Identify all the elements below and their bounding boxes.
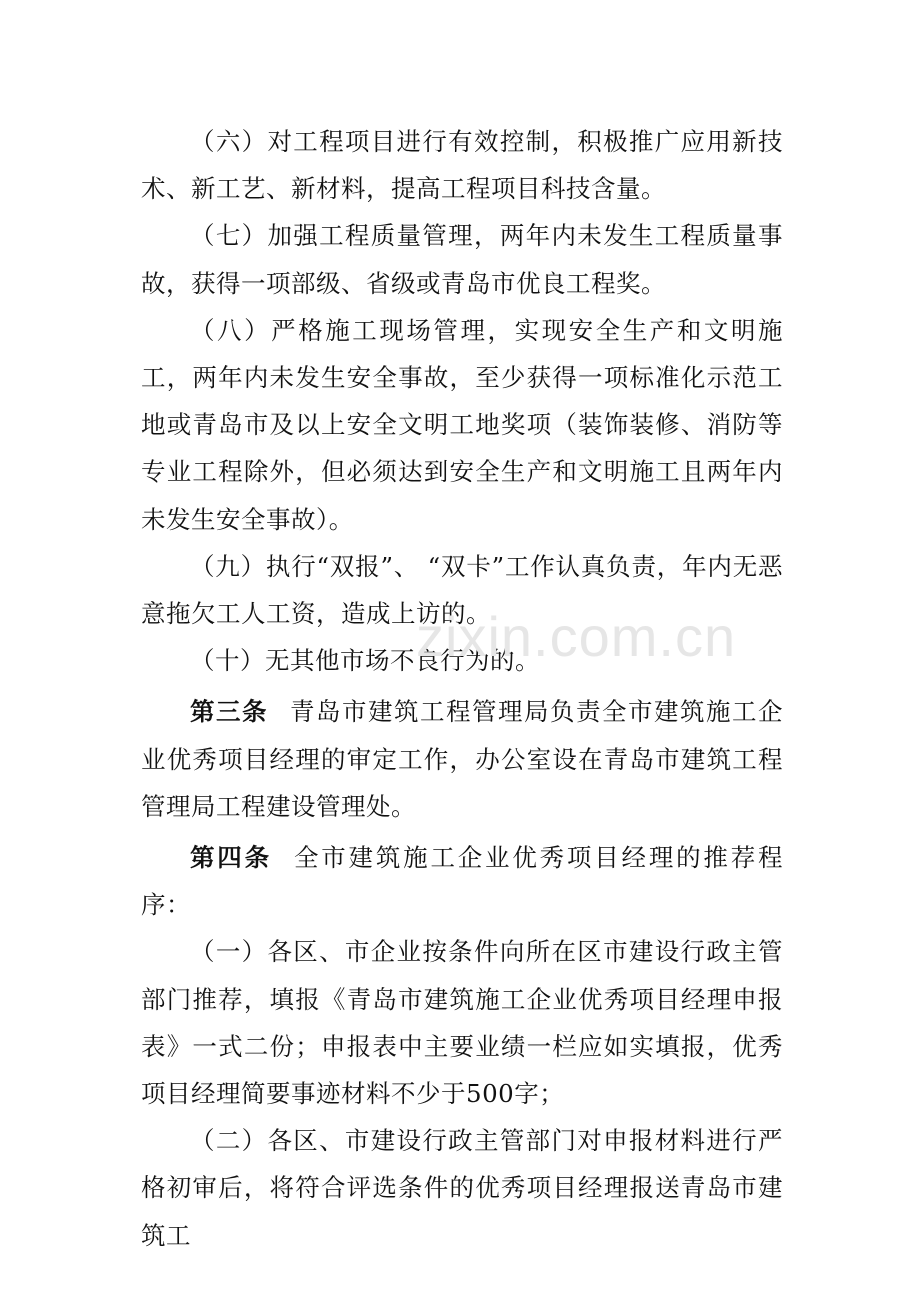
paragraph-item-10: （十）无其他市场不良行为的。 (190, 646, 540, 676)
paragraph-item-6: （六）对工程项目进行有效控制，积极推广应用新技术、新工艺、新材料，提高工程项目科技含量。 (141, 127, 783, 204)
paragraph-item-8: （八）严格施工现场管理，实现安全生产和文明施工，两年内未发生安全事故，至少获得一项标准化示范工地或青岛市及以上安全文明工地奖项（装饰装修、消防等专业工程除外，但必须达到安全生产和文明施工且两年内未发生安全事故）。 (141, 315, 783, 534)
article-text: 全市建筑施工企业优秀项目经理的推荐程序： (141, 843, 784, 920)
paragraph-item-7: （七）加强工程质量管理，两年内未发生工程质量事故，获得一项部级、省级或青岛市优良工程奖。 (141, 221, 783, 298)
paragraph-item-9: （九）执行“双报”、 “双卡”工作认真负责，年内无恶意拖欠工人工资，造成上访的。 (141, 551, 783, 629)
procedure-item-2: （二）各区、市建设行政主管部门对申报材料进行严格初审后，将符合评选条件的优秀项目经理报送青岛市建筑工 (141, 1126, 783, 1250)
procedure-item-1: （一）各区、市企业按条件向所在区市建设行政主管部门推荐，填报《青岛市建筑施工企业优秀项目经理申报表》一式二份；申报表中主要业绩一栏应如实填报，优秀项目经理简要事迹材料不少于500字； (141, 937, 783, 1109)
article-3 (141, 688, 783, 830)
article-text: 青岛市建筑工程管理局负责全市建筑施工企业优秀项目经理的审定工作，办公室设在青岛市建筑工程管理局工程建设管理处。 (141, 697, 784, 821)
article-4 (141, 834, 783, 928)
article-label: 第四条 (190, 843, 272, 873)
article-label: 第三条 (190, 697, 268, 727)
document-body (141, 118, 783, 1259)
watermark: zixin.com.cn (416, 605, 737, 668)
